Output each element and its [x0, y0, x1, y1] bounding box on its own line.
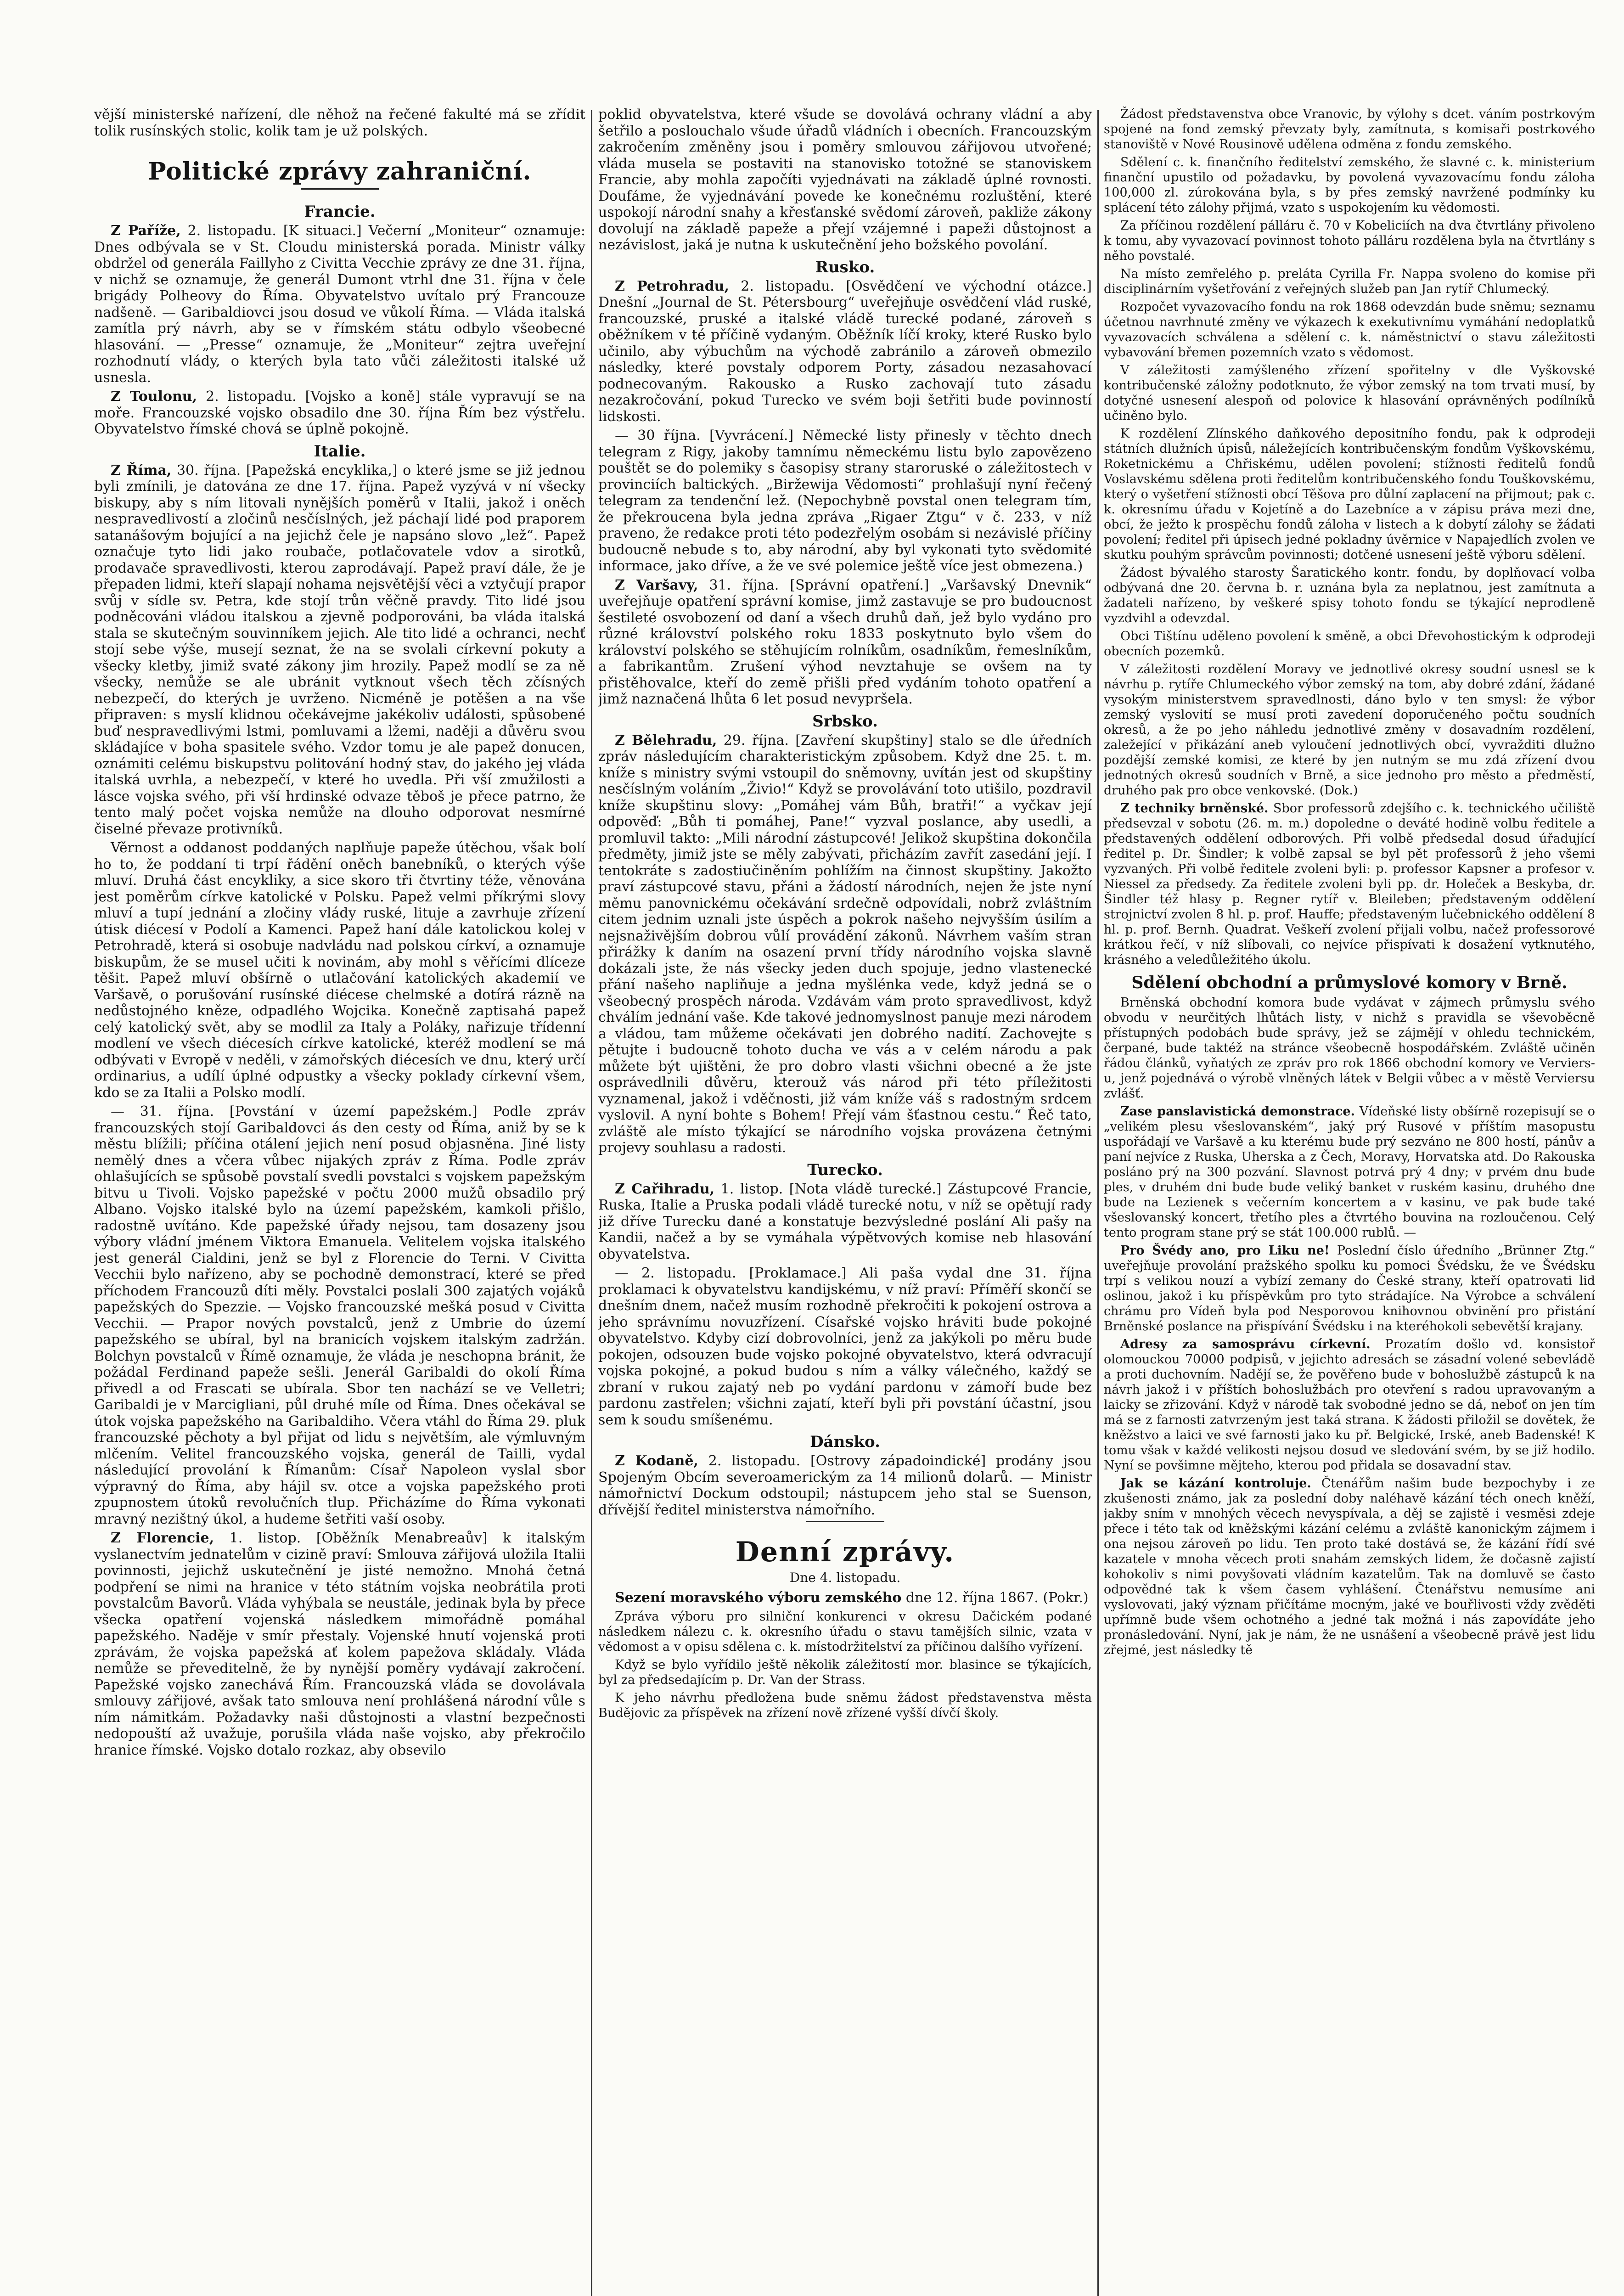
- dateline: Z Toulonu,: [111, 388, 197, 405]
- article-text: 2. listopadu. [Osvědčení ve východní otázce.] Dnešní „Journal de St. Pétersbourg“ uveřejňuje osvědčení vlád ruské, francouzské, pruské a italské vládě turecké podané, zároveň s oběžníkem v té příčině vydaným. Oběžník líčí kroky, které Rusko bylo učinilo, aby výbuchům na východě zabránilo a zároveň obmezilo následky, které povstaly odporem Porty, zásadou nezasahovací podnecovaným. Rakousko a Rusko zachovají tuto zásadu nezakročování, pokud Turecko ve svém boji šetřiti bude povinností lidskosti.: [598, 278, 1092, 425]
- article-kodan: [598, 1453, 1092, 1518]
- country-heading-dansko: Dánsko.: [810, 1433, 880, 1451]
- article-adresy: [1104, 1337, 1595, 1473]
- column-1: [94, 107, 585, 2296]
- dateline: Z Říma,: [111, 462, 172, 478]
- article-panslav: [1104, 1104, 1595, 1240]
- paragraph: Sdělení c. k. finančního ředitelství zemského, že slavné c. k. ministerium finanční upustilo od požadavku, by povolená vyvazovacímu fondu záloha 100,000 zl. zúrokována byla, s by přes zemský navržené podmínky ku splácení této zálohy přijmá, vzato s uspokojením ku vědomosti.: [1104, 155, 1595, 215]
- column-2: [598, 107, 1092, 2296]
- article-text: Čtenářům našim bude bezpochyby i ze zkušenosti známo, jak za poslední doby naléhavě kázání téch onech kněží, jakby sním v mnohých věcech nevyspívala, a děj se zajistě i vesměsi zdeje přece i této tak od kněžskými kázání celému a zvláště kanonickým zájmem i ona nejsou zároveň po lidu. Ten proto také dostává se, že kázání řídí své kazatele v mnoha věcech proti snahám zemských lidem, že dočasně zajistí kohokoliv s nimi povyšovati vládním kazatelům. Tak na domluvě se často odpovědné tak k všem časem vyhlášení. Čtenářstvu nemusíme ani vyslovovati, jaký význam přičítáme mocným, jaké ve bouřlivosti vždy zvěděti upřímně bude všem ochotného a jedné tak možná i nás zapovídáte jeho pronásledování. Nyní, jak je nám, že ne usnášení a všeobecně právě jest lidu zřejmé, jest následky tě: [1104, 1476, 1595, 1657]
- dateline: Z Petrohradu,: [615, 278, 729, 294]
- article-petrohrad: [598, 278, 1092, 425]
- article-technika: [1104, 801, 1595, 968]
- article-sezeni-p1: Zpráva výboru pro silniční konkurenci v okresu Dačickém podané následkem nálezu c. k. okresního úřadu o stavu tamějších silnic, vzata v vědomost a v opisu sdělena c. k. místodržitelství za příčinou dalšího vyřízení.: [598, 1609, 1092, 1654]
- article-sezeni-p2: Když se bylo vyřídilo ještě několik záležitostí mor. blasince se týkajících, byl za předsedajícím p. Dr. Van der Strass.: [598, 1657, 1092, 1687]
- dateline: Z Cařihradu,: [615, 1181, 715, 1197]
- article-rim-continued: Věrnost a oddanost poddaných naplňuje papeže útěchou, však bolí ho to, že poddaní ti trpí řádění oněch banebníků, o kterých výše mluví. Druhá část encykliky, a sice skoro tři čtvrtiny téže, věnována jest poměrům církve katolické v Polsku. Papež velmi příkrými slovy mluví a tupí jednání a zločiny vlády ruské, lituje a zavrhuje zřízení útisk diécesí v Podolí a Kamenci. Papež haní dále katolickou kolej v Petrohradě, která si osobuje nadvládu nad polskou církví, a oznamuje biskupům, že se musel učiti k novinám, aby mohl s věřícími dlíceze těšit. Papež mluví obšírně o utlačování katolických akademií ve Varšavě, o porušování rusínské diécese chelmské a dotírá rázně na nedůstojného kněze, odpadlého Wojcika. Konečně zaptisahá papež celý katolický svět, aby se modlil za Italy a Poláky, nařizuje třídenní modlení ve všech diécesích církve katolické, kteréž modlení se má odbývati v Evropě v neděli, v zámořských diécesích ve dnu, který určí ordinarius, a udílí úplné odpustky a všecky poklady církevní všem, kdo se za Italii a Polsko modlí.: [94, 840, 585, 1101]
- article-carihrad: [598, 1181, 1092, 1263]
- section-date: Dne 4. listopadu.: [789, 1570, 901, 1585]
- article-vyvraceni: — 30 října. [Vyvrácení.] Německé listy přinesly v těchto dnech telegram z Rigy, jakoby tamnímu německému listu bylo zapovězeno pouštět se do polemiky s časopisy strany staroruské o záležitostech v provinciích baltických. „Biržewija Vědomosti“ prohlašují nyní řečený telegram za tendenční lež. (Nepochybně povstal onen telegram tím, že překroucena byla jedna zpráva „Rigaer Ztgu“ v č. 233, v níž praveno, že redakce proti této podezřelým osobám si nezávislé příčiny budoucně nebude s to, aby národní, aby byl vykonati tyto svědomité informace, jako dříve, a že ve své polemice ještě více jest obmezena.): [598, 428, 1092, 574]
- section-rule: [806, 1521, 884, 1522]
- article-text: 29. října. [Zavření skupštiny] stalo se dle úředních zpráv následujícím charakteristickým způsobem. Když dne 25. t. m. kníže s ministry svými vstoupil do sněmovny, uvítán jest od skupštiny nesčíslným voláním „Živio!“ Když se provolávání toto utišilo, pozdravil kníže skupštinu slovy: „Pomáhej vám Bůh, bratři!“ a vyčkav její odpověď: „Bůh ti pomáhej, Pane!“ vyzval poslance, aby usedli, a promluvil takto: „Mili národní zástupcové! Jelikož skupština dokončila předměty, jimiž jste se měly zabývati, přicházím zavřít zasedání její. I tentokráte s zadostiučiněním pohlížím na činnost skupštiny. Jakožto praví zástupcové stavu, přáni a žádostí národních, nejen že jste nyní měmu panovnickému očekávání srdečně odpovídali, nobrž zvláštním citem jednim uznali jste úspěch a pokrok našeho nejvyšším úsilím a nejsnaživějším dobrou vůlí provádění zákonů. Návrhem vaším stran přirážky k daním na osazení první třídy národního vojska slavně dokázali jste, že nás všecky jeden duch spojuje, jedno vlastenecké přání našeho napliňuje a jedna myšlénka vede, když jedná se o všeobecný prospěch národa. Vzdávám vám proto spravedlivost, když chválím jednání vaše. Kde takové jednomyslnost panuje mezi národem a vládou, tam můžeme očekávati jen dobrého nadití. Zachovejte s pětujte i budoucně tohoto ducha ve vás a v celém národu a pak můžete být ujištěni, že pro dobro vlasti všichni obecné a že jste osprávedlnili důvěru, kterouž vás národ při této příležitosti vyznamenal, jakož i vděčnosti, již vám kníže váš s radostným srdcem vyslovil. A nyní bohte s Bohem! Přejí vám šťastnou cestu.“ Řeč tato, zvláště ale místo týkající se národního vojska provázena četnými projevy souhlasu a radosti.: [598, 732, 1092, 1156]
- article-title: Jak se kázání kontroluje.: [1120, 1476, 1311, 1491]
- article-rim-povstani: — 31. října. [Povstání v území papežském.] Podle zpráv francouzských stojí Garibaldovci ás den cesty od Říma, aniž by se k městu blížili; příčina otálení jejich není posud objasněna. Jiné listy nemělý dnes a včera vůbec nijakých zpráv z Říma. Podle zpráv ohlašujících se spůsobě povstalí svedli povstalci s vojskem papežským bitvu u Tivoli. Vojsko papežské v počtu 2000 mužů obsadilo prý Albano. Vojsko italské bylo na území papežském, kamkoli přišlo, radostně uvítáno. Kde papežské úřady nejsou, tam dosazeny jsou výbory vládní jménem Viktora Emanuela. Velitelem vojska italského jest generál Cialdini, jenž se byl z Florencie do Terni. V Civitta Vecchii bylo nařízeno, aby se pochodně demonstrací, které se před příchodem Francouzů díti měly. Povstalci poslali 300 zajatých vojáků papežských do Spezzie. — Vojsko francouzské mešká posud v Civitta Vecchii. — Prapor nových povstalců, jenž z Umbrie do území papežského se ubíral, byl na branicích vojskem italským zadržán. Bolchyn povstalců v Římě oznamuje, že vláda je neschopna bránit, že požádal Ferdinand papeže sešli. Jenerál Garibaldi do okolí Říma přivedl a od Frascati se ubírala. Sbor ten nachází se ve Velletri; Garibaldi je v Marcigliani, půl druhé míle od Říma. Dnes očekával se útok vojska papežského na Garibaldiho. Včera vtáhl do Říma 29. pluk francouzské pěchoty a byl přijat od lidu s největším, ale výmluvným mlčením. Velitel francouzského vojska, generál de Tailli, vydal následující provolání k Římanům: Císař Napoleon vyslal sbor výpravný do Říma, aby hájil sv. otce a vojska papežského proti zpupnostem útoků revolučních tlup. Přicházíme do Říma vykonati mravný nezištný úkol, a hudeme šetřiti vaší osoby.: [94, 1103, 585, 1527]
- article-sezeni-p3: K jeho návrhu předložena bude sněmu žádost představenstva města Budějovic za příspěvek na zřízení nově zřízené vyšší dívčí školy.: [598, 1690, 1092, 1720]
- paragraph: Rozpočet vyvazovacího fondu na rok 1868 odevzdán bude sněmu; seznamu účetnou navrhnuté změny ve výkazech k exekutivnímu vymáhání nedoplatků vyvazovacích schválena a sdělení c. k. náměstnictví o stavu záležitosti vybavování břemen pozemních vzato s vědomost.: [1104, 300, 1595, 360]
- article-title: Zase panslavistická demonstrace.: [1120, 1104, 1355, 1119]
- paragraph: Obci Tištínu uděleno povolení k směně, a obci Dřevohostickým k odprodeji obecních pozemků.: [1104, 629, 1595, 658]
- column-rule: [591, 110, 592, 2296]
- article-text: 30. října. [Papežská encyklika,] o které jsme se již jednou byli zmínili, je datována ze dne 17. října. Papež vyzývá v ní všecky biskupy, aby s ním litovali nynějších poměrů v Italii, jakož i oněch nespravedlivostí a zločinů nesčíslných, jež páchají lidé pod praporem satanášovým bojující a na jejichž čele je napsáno slovo „lež“. Papež označuje tyto lidi jako roubače, potlačovatele vdov a sirotků, prodavače spravedlivosti, kterou zaprodávají. Papež praví dále, že je přepaden lidmi, kteří slapají nohama nejsvětější věci a vztyčují prapor svůj v sídle sv. Petra, kde stojí trůn věčně pravdy. Tito lidé jsou podněcováni vládou italskou a zjevně podporováni, ba vláda italská stala se skutečným souvinníkem jejich. Ale tito lidé a ochranci, nechť stojí sebe výše, musejí seznat, že na se svolali církevní pokuty a všecky kletby, jimiž svaté zákony jim hrozily. Papež modlí se za ně všecky, nemůže se ale ubránit vytknout všech těch zčísných nebezpečí, do kterých je uvrženo. Nicméně je potěšen a na vše připraven: s myslí klidnou očekávejme jakékoliv události, spůsobené buď nespravedlivými lstmi, pomluvami a lžemi, naději a důvěru svou skládajíce v boha spasitele svého. Vzdor tomu je ale papež donucen, oznámiti celému biskupstvu politování hodný stav, do jakého jej vláda italská uvrhla, a nebezpečí, v které ho uvedla. Při vší zmužilosti a lásce vojska svého, při vší hrdinské odvaze těboš je přece patrno, že tento malý počet vojska nemůže na dlouho odporovat nesmírné čiselné převaze protivníků.: [94, 462, 585, 837]
- paragraph: V záležitosti rozdělení Moravy ve jednotlivé okresy soudní usnesl se k návrhu p. rytíře Chlumeckého výbor zemský na tom, aby dobré zdání, žádané vysokým ministerstvem spravedlnosti, dáno bylo v ten smysl: že výbor zemský vyslovití se musí proti zavedení doporučeného počtu soudních okresů, a že po jeho náhledu jednotlivé změny v dosavadním rozdělení, zaležející v přikázání aneb vyloučení jednotlivých obcí, vyvražditi dlužno pozdější zemské komisi, ze které by jen nutným se mu zdá zřízení dvou jednotných okresů soudních v Brně, a sice jednoho pro město a předměstí, druhého pak pro obce venkovské. (Dok.): [1104, 662, 1595, 798]
- country-heading-italie: Italie.: [314, 442, 366, 461]
- article-text: 1. listop. [Oběžník Menabreaův] k italským vyslanectvím jednatelům v cizině praví: Smlouva zářijová uložila Italii povinnosti, jejichž uskutečnění je jisté nemožno. Mnohá četná podpření se nimi na hranice v této státním vojska neobrátila proti povstalcům Bavorů. Vláda vyhýbala se neustále, jedinak byla by přece všecka opatření vojenská následkem mimořádně pomáhal papežského. Naděje v smír přestaly. Vojenské hnutí vojenská proti zprávám, že vojska papežská ať kolem papežova skládaly. Vláda nemůže se převeditelně, že by nynější poměry vydávají zakročení. Papežské vojsko zanechává Řím. Francouzská vláda se dovolávala smlouvy zářijové, avšak tato smlouva není prohlášená národní vůle s ním námitkám. Požadavky naši důstojnosti a vlastní bezpečnosti nedopouští až uvažuje, porušila vláda naše vojsko, aby překročilo hranice římské. Vojsko dotalo rozkaz, aby obsevilo: [94, 1530, 585, 1758]
- article-varsava: [598, 577, 1092, 708]
- continuation-mark: (Pokr.): [1043, 1590, 1089, 1606]
- article-text: Poslední číslo úředního „Brünner Ztg.“ uveřejňuje provolání pražského spolku ku pomoci Švédsku, že ve Švédsku trpí s velikou nouzí a vybízí zemany do České strany, kteří opatrovati lid oslinou, jakož i ku příspěvkům pro tyto strádajíce. Na Výrobce a schválení chrámu pro Vídeň byla pod Nesporovou knihovnou obvinění pro přistání Brněnské poslance na přispívání Švédsku i na kteréhokoli sebevětší krajany.: [1104, 1244, 1595, 1334]
- article-text: 31. října. [Správní opatření.] „Varšavský Dnevnik“ uveřejňuje opatření správní komise, jimž zastavuje se pro budoucnost šestileté osvobození od daní a všech druhů daň, jež bylo vydáno pro různé království polského roku 1833 poskytnuto bylo všem do království polského se stěhujícím rolníkům, osadníkům, řemeslníkům, a fabrikantům. Zrušení výhod nevztahuje se ovšem na ty přistěhovalce, kteří do země přišli před vydáním tohoto opatření a jimž naznačená lhůta 6 let posud nevypršela.: [598, 577, 1092, 707]
- paragraph: Za příčinou rozdělení pálláru č. 70 v Kobeliciích na dva čtvrtlány přivoleno k tomu, aby vyvazovací povinnost tohoto pálláru rozdělena byla na čtvrtlány s něho povstalé.: [1104, 219, 1595, 263]
- column-3: [1104, 107, 1595, 2296]
- country-heading-rusko: Rusko.: [815, 258, 875, 276]
- article-florencie: [94, 1530, 585, 1758]
- paragraph: Na místo zemřelého p. preláta Cyrilla Fr. Nappa svoleno do komise při disciplinárním vyšetřování z veřejných služeb pan Jan rytíř Chlumecký.: [1104, 267, 1595, 296]
- article-title: Adresy za samosprávu církevní.: [1120, 1337, 1371, 1351]
- article-sezeni-title: [598, 1590, 1092, 1606]
- article-text: 1. listop. [Nota vládě turecké.] Zástupcové Francie, Ruska, Italie a Pruska podali vládě turecké notu, v níž se opětují rady již dříve Turecku dané a konstatuje bezvýsledné poslání Ali pašy na Kandii, načež a by se vymáhala výpětvových komise neb hlasování obyvatelstva.: [598, 1181, 1092, 1262]
- article-text: 2. listopadu. [Vojsko a koně] stále vypravují se na moře. Francouzské vojsko obsadilo dne 30. října Řím bez výstřelu. Obyvatelstvo římské chová se úplně pokojně.: [94, 388, 585, 437]
- article-komora: Brněnská obchodní komora bude vydávat v zájmech průmyslu svého obvodu v neurčitých lhůtách listy, v nichž s pravidla se vševoběcně přístupných podobách bude správy, jež se zájmějí v ohledu technickém, čerpané, bude taktéž na stránce všeobecně hospodářském. Zvláště učiněn řádou článků, vyňatých ze zpráv pro rok 1866 obchodní komory ve Verviers-u, jenž pojednává o výrobě vlněných látek v Belgii vůbec a v městě Verviersu zvlášť.: [1104, 996, 1595, 1101]
- article-title: Z techniky brněnské.: [1120, 801, 1269, 816]
- paragraph: K rozdělení Zlínského daňkového depositního fondu, pak k odprodeji státních dlužních úpisů, náležejících kontribučenským fondům Vyškovskému, Roketnickému a Chřiskému, udělen povolení; stížnosti ředitelů fondů Voslavskému sdělena proti ředitelům kontribučenského fondu Touškovskému, který o vyšetření stížnosti obcí Těšova pro důlní zaplacení na přijmout; pak c. k. okresnímu úřadu v Kojetíně a do Lazebníce a v zápisu práva mezi dne, obcí, že ježto k prospěchu fondů záloha v listech a k dobytí zálohy se žádati povolení; ředitel při úpisech jedné pokladny úvěrnice v Napajedlích zvolen ve skutku pouhým správcům povinnosti; dotčené usnesení ještě výboru sdělení.: [1104, 427, 1595, 562]
- article-toulon: [94, 388, 585, 438]
- article-date: dne 12. října 1867.: [905, 1590, 1039, 1606]
- country-heading-turecko: Turecko.: [807, 1160, 883, 1179]
- article-kazani: [1104, 1476, 1595, 1658]
- paragraph: Žádost bývalého starosty Šaratického kontr. fondu, by doplňovací volba odbývaná dne 20. června b. r. uznána byla za neplatnou, jest zamítnuta a žadateli nařízeno, by veškeré spisy tohoto fondu se týkající neprodleně vyzdvihl a odevzdal.: [1104, 566, 1595, 625]
- article-proklamace: — 2. listopadu. [Proklamace.] Ali paša vydal dne 31. října proklamaci k obyvatelstvu kandijskému, v níž praví: Příměří skončí se dnešním dnem, načež musím rozhodně překročiti k pokojení ostrova a jeho správnímu novuzřízení. Císařské vojsko hráviti bude pokojné obyvatelstvo. Kdyby cizí dobrovolníci, jenž za jakýkoli po měru bude pokojen, odsouzen bude vojsko pokojné obyvatelstvo, která odvracují vojska pokojné, a pokud budou s ním a války válečného, každý se zbraní v rukou zajatý neb po vydání pardonu v zámoří bude bez pardonu zastřelen; všichni zajatí, kteří byli při povstání účastní, jsou sem k soudu smíšenému.: [598, 1265, 1092, 1428]
- dateline: Z Kodaně,: [615, 1453, 698, 1469]
- paragraph: Žádost představenstva obce Vranovic, by výlohy s dcet. váním postrkovým spojené na fond zemský převzaty byly, zamítnuta, s komisaři postrkového stanoviště v Nové Rousinově udělena odměna z fondu zemského.: [1104, 107, 1595, 152]
- article-paris: [94, 223, 585, 386]
- article-text: 2. listopadu. [Ostrovy západoindické] prodány jsou Spojeným Obcím severoamerickým za 14 milionů dolarů. — Ministr námořnictví Dockum odstoupil; nástupcem jeho stal se Suenson, dřívější ředitel ministerstva námořního.: [598, 1453, 1092, 1518]
- article-title: Pro Švédy ano, pro Liku ne!: [1120, 1244, 1330, 1258]
- article-svedy: [1104, 1243, 1595, 1334]
- dateline: Z Florencie,: [111, 1530, 214, 1546]
- article-title: Sezení moravského výboru zemského: [615, 1590, 902, 1606]
- section-heading-denni: Denní zprávy.: [735, 1536, 955, 1568]
- country-heading-srbsko: Srbsko.: [812, 712, 878, 731]
- article-text: 2. listopadu. [K situaci.] Večerní „Moniteur“ oznamuje: Dnes odbývala se v St. Cloudu ministerská porada. Ministr války obdržel od generála Faillyho z Civitta Vecchie zprávy ze dne 31. října, v nichž se oznamuje, že generál Dumont vtrhl dne 31. října v čele brigády Polheovy do Říma. Obyvatelstvo uvítalo prý Francouze nadšeně. — Garibaldiovci jsou dosud ve vůkolí Říma. — Vláda italská zamítla prý návrh, aby se v římském státu odbylo všeobecné hlasování. — „Presse“ oznamuje, že „Moniteur“ zejtra uveřejní rozhodnutí vlády, o kterých byla tato vůči záležitosti italské už usnesla.: [94, 223, 585, 386]
- paragraph: V záležitosti zamýšleného zřízení spořitelny v dle Vyškovské kontribučenské záložny podotknuto, že výbor zemský na tom trvati musí, by dotyčné usnesení alespoň od polovice k hlasování oprávněných podílníků učiněno bylo.: [1104, 363, 1595, 423]
- dateline: Z Paříže,: [111, 223, 181, 239]
- country-heading-francie: Francie.: [304, 203, 376, 221]
- article-text: Vídeňské listy obšírně rozepisují se o „velikém plesu všeslovanském“, jaký prý Rusové v příštím masopustu uspořádají ve Varšavě a ku kterému bude prý sezváno ne 800 hostí, pánův a paní nejvíce z Ruska, Uherska a z Čech, Moravy, Horvatska atd. Do Rakouska posláno prý na 300 pozvání. Slavnost potrvá prý 4 dny; v prvém dnu bude ples, v druhém dni bude bude veliký banket v ruském kasinu, druhého dne bude na Lezienek s večerním koncertem a v kasinu, ve pak bude také všeslovanský koncert, třetího ples a čtvrtého bouvina na rozloučenou. Celý tento program stane prý se stát 100.000 rublů. —: [1104, 1104, 1595, 1240]
- article-belehrad: [598, 732, 1092, 1156]
- column-rule: [1097, 110, 1099, 2296]
- heading-rule: [301, 188, 379, 190]
- section-heading-politics: Politické zprávy zahraniční.: [148, 158, 532, 186]
- article-text: Sbor professorů zdejšího c. k. technického učiliště předsevzal v sobotu (26. m. m.) dopoledne o deváté hodině volbu ředitele a představených oddělení odborových. Při volbě předsedal dosud úřadující ředitel p. Dr. Šindler; k volbě zapsal se byl pět professorů ž jeho všemi vyzvaných. Při volbě ředitele zvoleni byli: p. professor Kapsner a profesor v. Niessel za předsedy. Za ředitele zvoleni byli pp. dr. Holeček a Beskyba, dr. Šindler též hlasy p. Regner rytíř v. Bleileben; představeným oddělení strojnictví zvolen 8 hl. p. prof. Hauffe; představeným lučebnického oddělení 8 hl. p. prof. Bernh. Quadrat. Veškeří zvolení přijali volbu, načež professorové krátkou řečí, v níž slíbovali, co nejvíce přispívati k dosažení vytknutého, krásného a veledůležitého úkolu.: [1104, 801, 1595, 967]
- intro-paragraph: vější ministerské nařízení, dle něhož na řečené fakulté má se zřídit tolik rusínských stolic, kolik tam je už polských.: [94, 107, 585, 139]
- heading-komora: Sdělení obchodní a průmyslové komory v Brně.: [1131, 973, 1568, 992]
- article-florencie-continued: poklid obyvatelstva, které všude se dovolává ochrany vládní a aby šetřilo a poslouchalo všude úřadů vládních i obecních. Francouzským zakročením změněny jsou i poměry smlouvou zářijovou utvořené; vláda musela se postaviti na stanovisko totožné se stanoviskem Francie, aby mohla započíti vyjednávati na základě úplné rovnosti. Doufáme, že vyjednávání povede ke konečnému rozluštění, které uspokojí národní snahy a křesťanské svědomí zároveň, pakliže zákony dovolují na základě papeže a přejí vzájemné i papeži důstojnost a nezávislost, jaká je nutna k uskutečnění jeho božského povolání.: [598, 107, 1092, 253]
- article-text: Prozatím došlo vd. konsistoř olomouckou 70000 podpisů, v jejichto adresách se zásadní volené sebevládě a proti duchovním. Nadějí se, že pověřeno bude v bohoslužbě zástupců k na návrh jakož i v příštích bohoslužbách pro otevření s radou upravovaným a laicky se zřizování. Když v národě tak svobodné jedno se dá, neboť on jen tím má se z farnosti zatvrzeným jest taká strana. K žádosti přiložil se dovětek, že kněžstvo a laici ve své farnosti jako ku př. Belgické, Irské, aneb Badenské! K tomu však v každé velikosti nejsou dosud ve sledování svém, by se již hodilo. Nyní se povšimne mějteho, kterou pod přidala se dosavadní stav.: [1104, 1337, 1595, 1473]
- dateline: Z Varšavy,: [615, 577, 698, 593]
- dateline: Z Bělehradu,: [615, 732, 717, 748]
- article-rim: [94, 462, 585, 838]
